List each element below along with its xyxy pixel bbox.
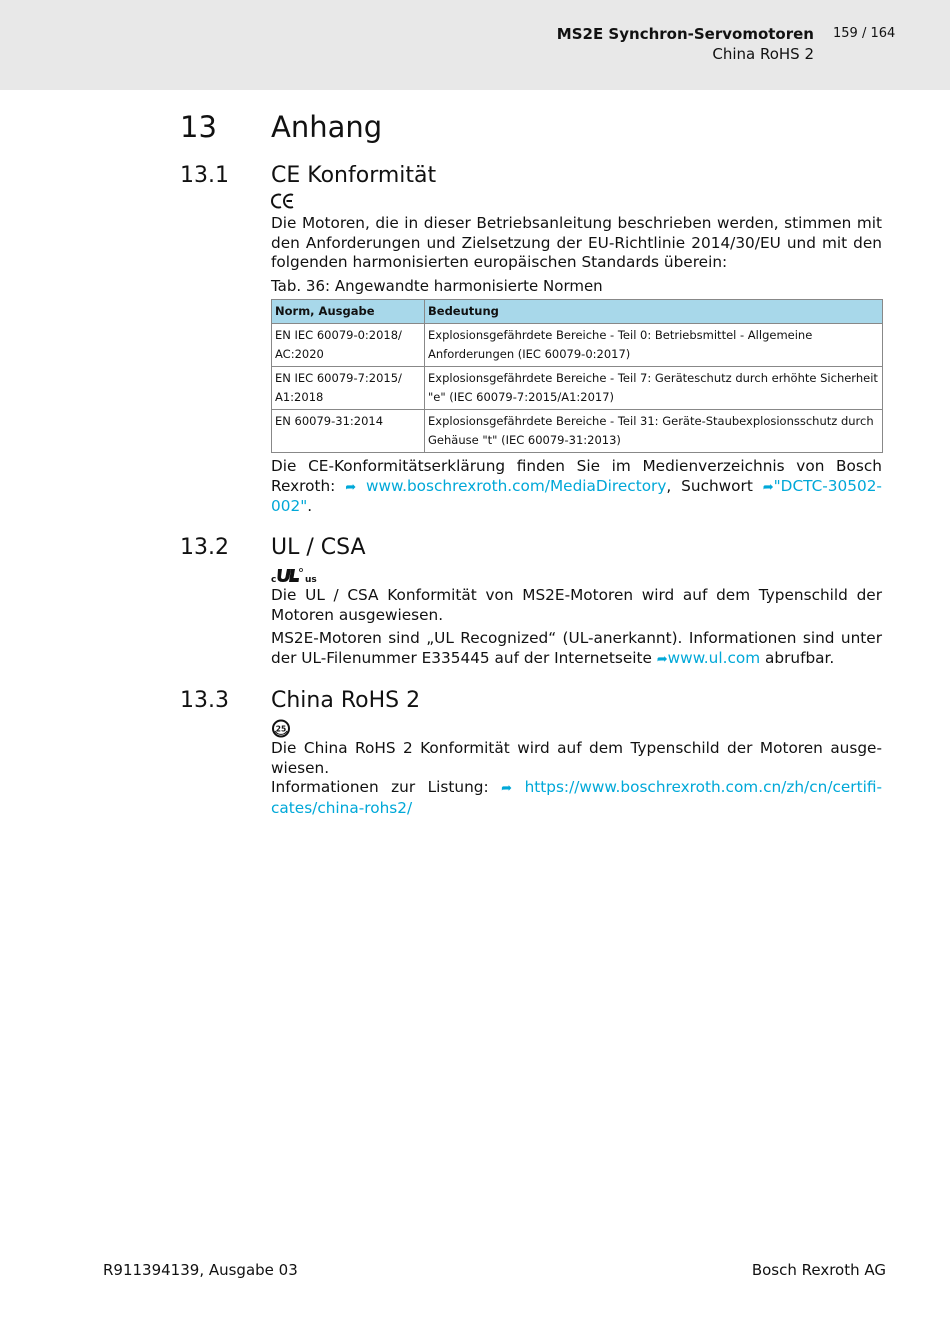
section-ul-title: UL / CSA bbox=[271, 535, 366, 560]
footer-company: Bosch Rexroth AG bbox=[751, 1261, 886, 1279]
link-arrow-icon: ➦ bbox=[345, 479, 357, 495]
table-row bbox=[272, 324, 883, 367]
ul-csa-mark-icon bbox=[271, 567, 319, 584]
link-arrow-icon: ➦ bbox=[501, 781, 513, 796]
rohs-text-1: Die China RoHS 2 Konformität wird auf dem Typenschild der Motoren ausge-wiesen. bbox=[271, 739, 882, 777]
table-header-row bbox=[272, 300, 883, 324]
rohs-listing-label: Informationen zur Listung: bbox=[271, 778, 489, 796]
table-row bbox=[272, 410, 883, 453]
declaration-text-2: , Suchwort bbox=[666, 476, 753, 495]
table-cell-meaning: Explosionsgefährdete Bereiche - Teil 0: Betriebsmittel - Allgemeine Anforderungen (IEC 60079-0:2017) bbox=[425, 324, 883, 367]
search-term-link[interactable]: "DCTC-30502-002" bbox=[271, 476, 882, 515]
table-cell-norm: EN 60079-31:2014 bbox=[272, 410, 425, 453]
page-number: 159 / 164 bbox=[833, 26, 896, 41]
rohs-certificate-link[interactable]: https://www.boschrexroth.com.cn/zh/cn/certifi-cates/china-rohs2/ bbox=[271, 778, 882, 817]
ce-mark-icon bbox=[271, 192, 297, 210]
section-ce-number: 13.1 bbox=[180, 163, 229, 188]
section-ce-title: CE Konformität bbox=[271, 163, 437, 188]
table-cell-meaning: Explosionsgefährdete Bereiche - Teil 7: Geräteschutz durch erhöhte Sicherheit "e" (IEC 60079-7:2015/A1:2017) bbox=[425, 367, 883, 410]
media-directory-link[interactable]: www.boschrexroth.com/MediaDirectory bbox=[365, 476, 667, 495]
ul-text-1: Die UL / CSA Konformität von MS2E-Motoren wird auf dem Typenschild der Motoren ausgewiesen. bbox=[271, 586, 882, 624]
page-header bbox=[0, 0, 950, 90]
declaration-text-1: Die CE-Konformitätserklärung finden Sie im Medienverzeichnis von Bosch Rexroth: bbox=[271, 457, 882, 495]
chapter-number: 13 bbox=[180, 110, 217, 144]
link-arrow-icon: ➦ bbox=[656, 651, 668, 667]
header-title: MS2E Synchron-Servomotoren bbox=[556, 25, 814, 43]
ce-intro-text: Die Motoren, die in dieser Betriebsanleitung beschrieben werden, stimmen mit den Anforderungen und Zielsetzung der EU-Richtlinie 2014/30/EU und mit den folgenden harmonisierten europäischen Standards überein: bbox=[271, 214, 882, 271]
section-ul-number: 13.2 bbox=[180, 535, 229, 560]
ul-mark-us: us bbox=[305, 575, 317, 584]
ul-text-2 bbox=[271, 629, 882, 669]
ul-website-link[interactable]: www.ul.com bbox=[667, 648, 761, 667]
rohs-text-2 bbox=[271, 778, 882, 818]
header-subtitle: China RoHS 2 bbox=[712, 45, 814, 63]
chapter-title: Anhang bbox=[271, 110, 383, 144]
ul-text-2b: abrufbar. bbox=[760, 648, 835, 667]
table-caption: Tab. 36: Angewandte harmonisierte Normen bbox=[271, 277, 603, 295]
ce-declaration-text bbox=[271, 457, 882, 517]
ul-mark-c: c bbox=[271, 575, 277, 584]
section-rohs-number: 13.3 bbox=[180, 688, 229, 713]
table-cell-norm: EN IEC 60079-7:2015/ A1:2018 bbox=[272, 367, 425, 410]
table-cell-meaning: Explosionsgefährdete Bereiche - Teil 31: Geräte-Staubexplosionsschutz durch Gehäuse "t" (IEC 60079-31:2013) bbox=[425, 410, 883, 453]
section-rohs-title: China RoHS 2 bbox=[271, 688, 421, 713]
rohs-mark-label: 25 bbox=[275, 724, 287, 734]
footer-document-id: R911394139, Ausgabe 03 bbox=[103, 1261, 298, 1279]
link-arrow-icon: ➦ bbox=[762, 479, 774, 495]
declaration-end: . bbox=[307, 497, 313, 515]
norms-table bbox=[271, 299, 883, 453]
table-header-norm: Norm, Ausgabe bbox=[272, 300, 425, 324]
table-cell-norm: EN IEC 60079-0:2018/ AC:2020 bbox=[272, 324, 425, 367]
table-header-meaning: Bedeutung bbox=[425, 300, 883, 324]
ul-text-2a: MS2E-Motoren sind „UL Recognized“ (UL-anerkannt). Informationen sind unter der UL-Filenummer E335445 auf der Internetseite bbox=[271, 629, 882, 667]
table-row bbox=[272, 367, 883, 410]
china-rohs-mark-icon bbox=[271, 719, 291, 738]
